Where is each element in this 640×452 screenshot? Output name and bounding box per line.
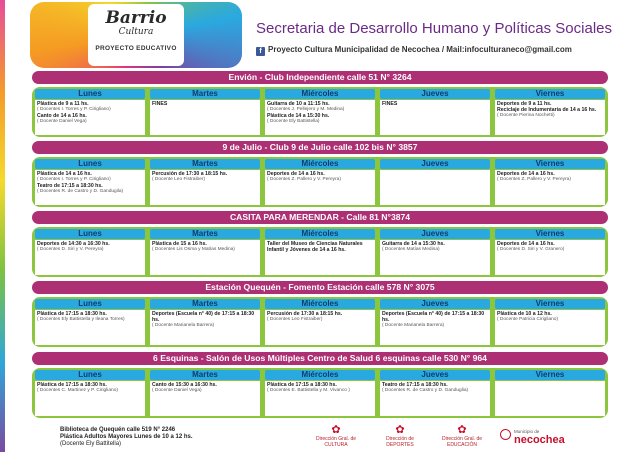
day-header: Viernes [495, 229, 605, 239]
teacher-note: ( Docente Marianela Barrera) [152, 323, 215, 328]
rainbow-side-bar [0, 0, 5, 452]
logo-title: Barrio [105, 8, 167, 28]
teacher-note: ( Docentes J. Pellejero y M. Medina) [267, 107, 345, 112]
day-cell [33, 227, 147, 277]
day-activities [265, 240, 375, 275]
teacher-note: ( Docentes Lis Osma y Matías Medina) [152, 247, 235, 252]
cultura-logo: ✿ Dirección Gral. de CULTURA [315, 424, 356, 448]
contact-text: Proyecto Cultura Municipalidad de Necochea / Mail:infoculturaneco@gmail.com [268, 45, 572, 54]
teacher-note: ( Docentes Z. Pallero y V. Pereyra) [267, 177, 341, 182]
day-cell [493, 87, 607, 137]
activity-text: Canto de 14 a 16 hs. [37, 113, 87, 119]
week-grid [32, 157, 608, 207]
teacher-note: ( Docente Daniel Vega) [152, 388, 202, 393]
day-cell [263, 368, 377, 418]
section-title: Envión - Club Independiente calle 51 N° 3264 [32, 71, 608, 84]
schedule-section [32, 71, 608, 124]
teacher-note: ( Docentes D. Siri y V. Granero) [497, 247, 565, 252]
section-title: 9 de Julio - Club 9 de Julio calle 102 bis N° 3857 [32, 141, 608, 154]
activity-text: Percusión de 17:30 a 18:15 hs. [152, 171, 228, 177]
day-cell [263, 87, 377, 137]
day-header: Miércoles [265, 299, 375, 309]
day-cell [493, 297, 607, 347]
day-activities [150, 381, 260, 416]
day-activities [495, 240, 605, 275]
day-activities [35, 170, 145, 205]
schedule-section [32, 211, 608, 253]
activity-text: Plástica de 14 a 15:30 hs. [267, 113, 330, 119]
day-header: Lunes [35, 89, 145, 99]
teacher-note: ( Docentes I. Torres y P. Cirigliano) [37, 177, 111, 182]
week-grid [32, 87, 608, 137]
day-cell [493, 368, 607, 418]
day-header: Jueves [380, 229, 490, 239]
teacher-note: ( Docentes Ely Battistella y Ileana Torres) [37, 317, 125, 322]
activity-text: Plástica de 10 a 12 hs. [497, 311, 552, 317]
day-activities [495, 310, 605, 345]
facebook-icon: f [256, 47, 265, 56]
week-grid [32, 368, 608, 418]
day-header: Lunes [35, 229, 145, 239]
necochea-name: necochea [514, 434, 565, 446]
teacher-note: ( Docente Marianela Barrera) [382, 323, 445, 328]
day-activities [495, 100, 605, 135]
day-cell [378, 87, 492, 137]
cultura-logo-text: Dirección Gral. de CULTURA [315, 436, 356, 448]
activity-text: FINES [152, 101, 168, 107]
activity-text: Plástica de 9 a 11 hs. [37, 101, 89, 107]
day-cell [378, 368, 492, 418]
contact-line [256, 45, 572, 56]
teacher-note: ( Docentes I. Torres y P. Cirigliano) [37, 107, 111, 112]
day-activities [35, 310, 145, 345]
teacher-note: ( Docente Pierina Nochetti) [497, 113, 555, 118]
educacion-logo: ✿ Dirección Gral. de EDUCACIÓN [441, 424, 482, 448]
day-header: Jueves [380, 159, 490, 169]
teacher-note: ( Docentes R. de Castro y D. Ganduglia) [382, 388, 469, 393]
day-activities [380, 170, 490, 205]
necochea-logo [514, 429, 565, 446]
day-header: Miércoles [265, 159, 375, 169]
day-header: Miércoles [265, 370, 375, 380]
teacher-note: ( Docente Leo Fistraiber) [152, 177, 206, 182]
day-cell [148, 297, 262, 347]
teacher-note: ( Docentes E. Battistella y M. Vivanco ) [267, 388, 350, 393]
barrio-cultura-logo [30, 2, 242, 68]
activity-text: Plástica de 17:15 a 18:30 hs. [37, 382, 107, 388]
teacher-note: ( Docentes D. Siri y V. Pereyra) [37, 247, 104, 252]
day-cell [378, 227, 492, 277]
day-cell [493, 227, 607, 277]
day-header: Martes [150, 229, 260, 239]
activity-text: Deportes (Escuela n° 40) de 17:15 a 18:30 hs. [382, 311, 485, 323]
educacion-logo-text: Dirección Gral. de EDUCACIÓN [441, 436, 482, 448]
day-activities [265, 170, 375, 205]
day-header: Martes [150, 89, 260, 99]
page-title: Secretaria de Desarrollo Humano y Políticas Sociales [256, 20, 612, 37]
day-header: Viernes [495, 159, 605, 169]
day-header: Miércoles [265, 89, 375, 99]
day-header: Martes [150, 370, 260, 380]
day-cell [378, 157, 492, 207]
day-cell [33, 87, 147, 137]
activity-text: Teatro de 17:15 a 18:30 hs. [37, 183, 103, 189]
day-activities [495, 170, 605, 205]
day-cell [33, 368, 147, 418]
day-activities [35, 100, 145, 135]
day-activities [265, 100, 375, 135]
day-header: Jueves [380, 370, 490, 380]
activity-text: Canto de 15:30 a 16:30 hs. [152, 382, 217, 388]
teacher-note: ( Docentes R. de Castro y D. Gandugila) [37, 189, 124, 194]
day-activities [35, 381, 145, 416]
teacher-note: ( Docente Patricia Cirigliano) [497, 317, 559, 322]
schedule-section [32, 281, 608, 328]
day-activities [380, 381, 490, 416]
activity-text: Deportes de 9 a 11 hs. [497, 101, 552, 107]
day-activities [265, 381, 375, 416]
necochea-prefix: Municipio de [514, 429, 540, 434]
activity-text: Teatro de 17:15 a 18:30 hs. [382, 382, 448, 388]
day-header: Jueves [380, 89, 490, 99]
schedule-section [32, 352, 608, 393]
day-header: Lunes [35, 370, 145, 380]
day-cell [148, 87, 262, 137]
activity-text: Reciclaje de Indumentaria de 14 a 16 hs. [497, 107, 597, 113]
day-header: Jueves [380, 299, 490, 309]
week-grid [32, 297, 608, 347]
day-activities [380, 240, 490, 275]
day-activities [150, 100, 260, 135]
deportes-logo-text: Dirección de DEPORTES [386, 436, 414, 448]
day-cell [33, 297, 147, 347]
section-title: Estación Quequén - Fomento Estación calle 578 N° 3075 [32, 281, 608, 294]
necochea-seal-icon [500, 429, 511, 440]
logo-subtitle: Cultura [118, 27, 154, 37]
day-activities [35, 240, 145, 275]
activity-text: Deportes (Escuela n° 40) de 17:15 a 18:30 hs. [152, 311, 255, 323]
activity-text: Guitarra de 14 a 15:30 hs. [382, 241, 445, 247]
teacher-note: ( Docente Ely Battistella) [267, 119, 320, 124]
activity-text: Deportes de 14:30 a 16:30 hs. [37, 241, 110, 247]
day-activities [380, 310, 490, 345]
day-header: Lunes [35, 159, 145, 169]
day-activities [150, 170, 260, 205]
teacher-note: ( Docente Daniel Vega) [37, 119, 87, 124]
footer-line-1: Biblioteca de Quequén calle 519 N° 2246 [60, 427, 176, 433]
section-title: CASITA PARA MERENDAR - Calle 81 N°3874 [32, 211, 608, 224]
day-cell [33, 157, 147, 207]
teacher-note: ( Docentes Z. Pallero y V. Pereyra) [497, 177, 571, 182]
day-activities [150, 310, 260, 345]
day-header: Viernes [495, 89, 605, 99]
day-cell [148, 227, 262, 277]
section-title: 6 Esquinas - Salón de Usos Múltiples Centro de Salud 6 esquinas calle 530 N° 964 [32, 352, 608, 365]
day-cell [148, 157, 262, 207]
footer-line-2: Plástica Adultos Mayores Lunes de 10 a 12 hs. [60, 434, 193, 440]
day-header: Martes [150, 299, 260, 309]
activity-text: Percusión de 17:30 a 18:15 hs. [267, 311, 343, 317]
activity-text: Plástica de 14 a 16 hs. [37, 171, 92, 177]
logo-caption: PROYECTO EDUCATIVO [95, 45, 177, 52]
day-cell [263, 297, 377, 347]
footer-line-3: (Docente Ely Battitella) [60, 441, 122, 447]
teacher-note: ( Docentes Matías Medina) [382, 247, 440, 252]
day-activities [265, 310, 375, 345]
deportes-logo: ✿ Dirección de DEPORTES [386, 424, 414, 448]
activity-text: Deportes de 14 a 16 hs. [497, 241, 555, 247]
day-activities [380, 100, 490, 135]
activity-text: Taller del Museo de Ciencias Naturales Infantil y Jóvenes de 14 a 16 hs. [267, 241, 363, 253]
activity-text: Deportes de 14 a 16 hs. [267, 171, 325, 177]
week-grid [32, 227, 608, 277]
day-cell [493, 157, 607, 207]
activity-text: Deportes de 14 a 16 hs. [497, 171, 555, 177]
day-header: Viernes [495, 299, 605, 309]
activity-text: Plástica de 17:15 a 18:30 hs. [267, 382, 337, 388]
day-header: Miércoles [265, 229, 375, 239]
activity-text: FINES [382, 101, 398, 107]
activity-text: Guitarra de 10 a 11:15 hs. [267, 101, 330, 107]
day-cell [263, 227, 377, 277]
day-cell [263, 157, 377, 207]
day-cell [378, 297, 492, 347]
day-header: Martes [150, 159, 260, 169]
teacher-note: ( Docentes C. Martinez y P. Cirigliano) [37, 388, 118, 393]
day-cell [148, 368, 262, 418]
day-activities [495, 381, 605, 416]
footer-note [60, 427, 193, 448]
day-header: Lunes [35, 299, 145, 309]
day-activities [150, 240, 260, 275]
activity-text: Plástica de 17:15 a 18:30 hs. [37, 311, 107, 317]
day-header: Viernes [495, 370, 605, 380]
schedule-section [32, 141, 608, 194]
activity-text: Plástica de 15 a 16 hs. [152, 241, 207, 247]
teacher-note: ( Docentes Leo Fistraiber) [267, 317, 323, 322]
